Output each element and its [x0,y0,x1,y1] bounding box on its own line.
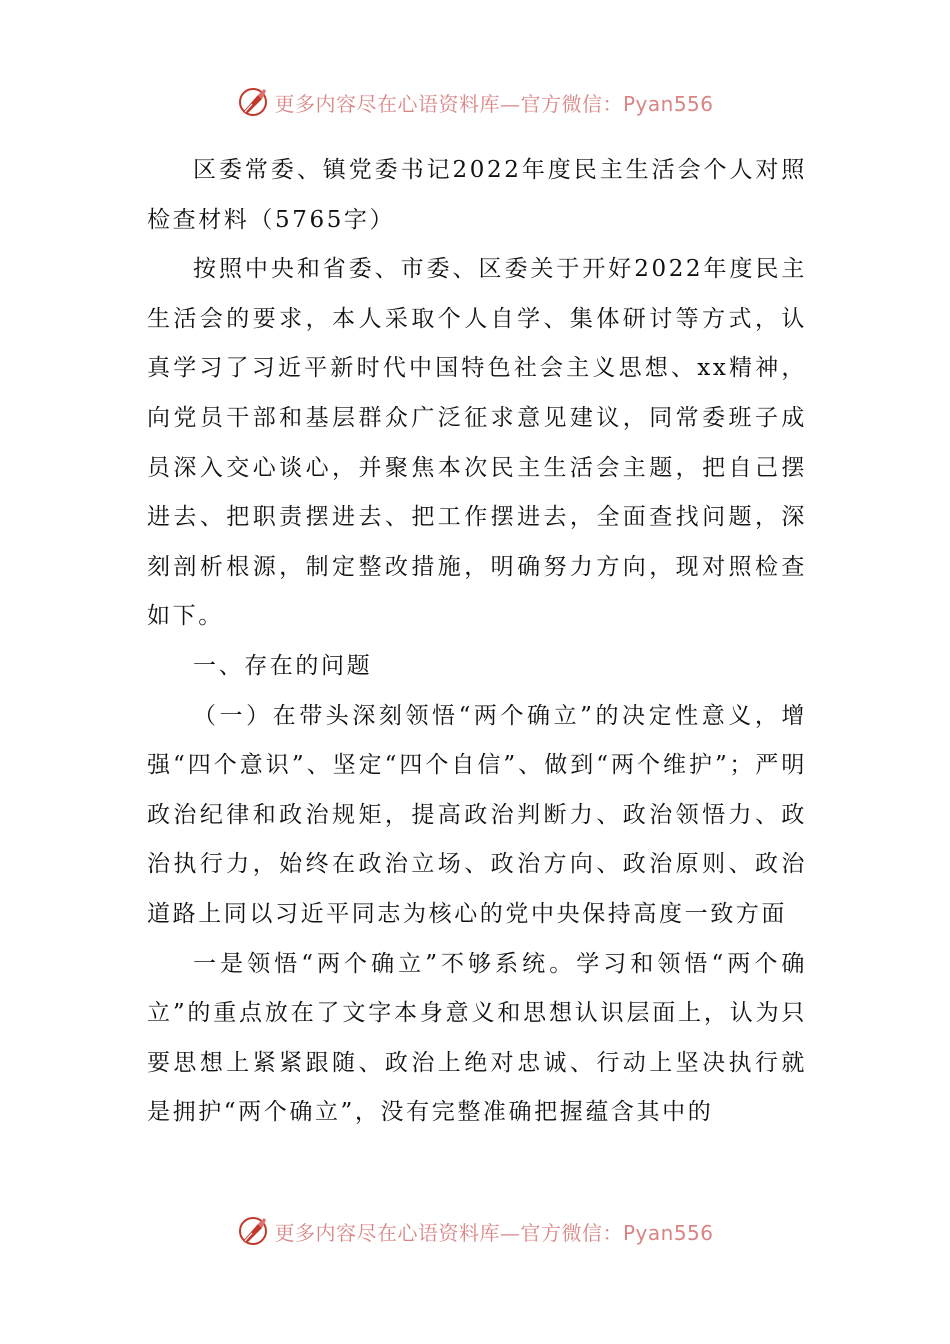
wechat-id: Pyan556 [622,91,714,116]
pen-nib-logo-icon [236,85,270,119]
intro-paragraph: 按照中央和省委、市委、区委关于开好2022年度民主生活会的要求，本人采取个人自学、集体研讨等方式，认真学习了习近平新时代中国特色社会主义思想、xx精神，向党员干部和基层群众广泛征求意见建议，同常委班子成员深入交心谈心，并聚焦本次民主生活会主题，把自己摆进去、把职责摆进去、把工作摆进去，全面查找问题，深刻剖析根源，制定整改措施，明确努力方向，现对照检查如下。 [147,256,807,630]
document-body [147,146,807,1138]
header-banner [0,82,950,122]
body-paragraph: 一是领悟“两个确立”不够系统。学习和领悟“两个确立”的重点放在了文字本身意义和思想认识层面上，认为只要思想上紧紧跟随、政治上绝对忠诚、行动上坚决执行就是拥护“两个确立”，没有完整准确把握蕴含其中的 [147,950,807,1126]
section-heading: 一、存在的问题 [193,652,373,679]
document-title: 区委常委、镇党委书记2022年度民主生活会个人对照检查材料（5765字） [147,157,807,233]
pen-nib-logo-icon [236,1214,270,1248]
footer-banner [0,1211,950,1251]
subsection-paragraph: （一）在带头深刻领悟“两个确立”的决定性意义，增强“四个意识”、坚定“四个自信”、做到“两个维护”；严明政治纪律和政治规矩，提高政治判断力、政治领悟力、政治执行力，始终在政治立场、政治方向、政治原则、政治道路上同以习近平同志为核心的党中央保持高度一致方面 [147,702,807,927]
wechat-id: Pyan556 [622,1220,714,1245]
banner-text: 更多内容尽在心语资料库—官方微信：Pyan556 [274,1220,714,1245]
banner-text: 更多内容尽在心语资料库—官方微信：Pyan556 [274,91,714,116]
